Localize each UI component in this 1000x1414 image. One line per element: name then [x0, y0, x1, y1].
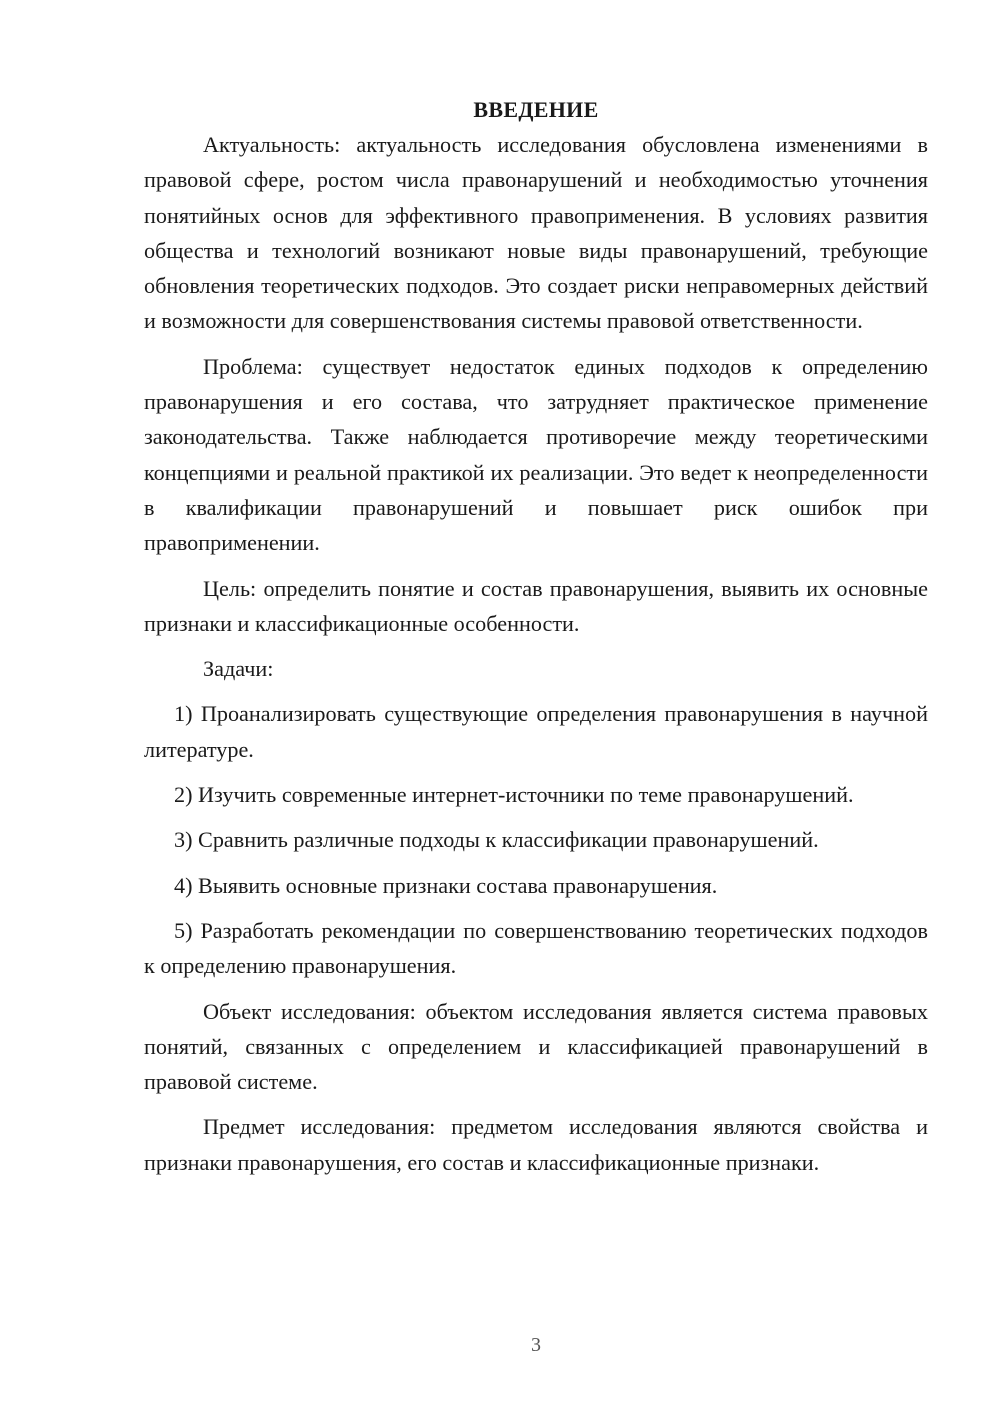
paragraph-subject: Предмет исследования: предметом исследования являются свойства и признаки правонарушения, его состав и классификационные признаки.	[144, 1114, 928, 1175]
task-item: 2) Изучить современные интернет-источники по теме правонарушений.	[174, 782, 854, 808]
tasks-heading: Задачи:	[203, 656, 274, 682]
paragraph-object: Объект исследования: объектом исследования является система правовых понятий, связанных с определением и классификацией правонарушений в правовой системе.	[144, 998, 928, 1095]
task-item: 4) Выявить основные признаки состава правонарушения.	[174, 872, 718, 898]
paragraph-relevance: Актуальность: актуальность исследования обусловлена изменениями в правовой сфере, ростом числа правонарушений и необходимостью уточнения понятийных основ для эффективного правоприменения. В условиях развития общества и технологий возникают новые виды правонарушений, требующие обновления теоретических подходов. Это создает риски неправомерных действий и возможности для совершенствования системы правовой ответственности.	[144, 132, 928, 334]
task-item: 5) Разработать рекомендации по совершенствованию теоретических подходов к определению правонарушения.	[144, 917, 928, 979]
paragraph-goal: Цель: определить понятие и состав правонарушения, выявить их основные признаки и классификационные особенности.	[144, 575, 928, 636]
task-item: 3) Сравнить различные подходы к классификации правонарушений.	[174, 827, 819, 853]
section-title: ВВЕДЕНИЕ	[473, 97, 599, 122]
page-number: 3	[531, 1334, 541, 1356]
document-page	[144, 92, 928, 1190]
task-item: 1) Проанализировать существующие определения правонарушения в научной литературе.	[144, 701, 928, 762]
paragraph-problem: Проблема: существует недостаток единых подходов к определению правонарушения и его состава, что затрудняет практическое применение законодательства. Также наблюдается противоречие между теоретическими концепциями и реальной практикой их реализации. Это ведет к неопределенности в квалификации правонарушений и повышает риск ошибок при правоприменении.	[144, 353, 928, 556]
